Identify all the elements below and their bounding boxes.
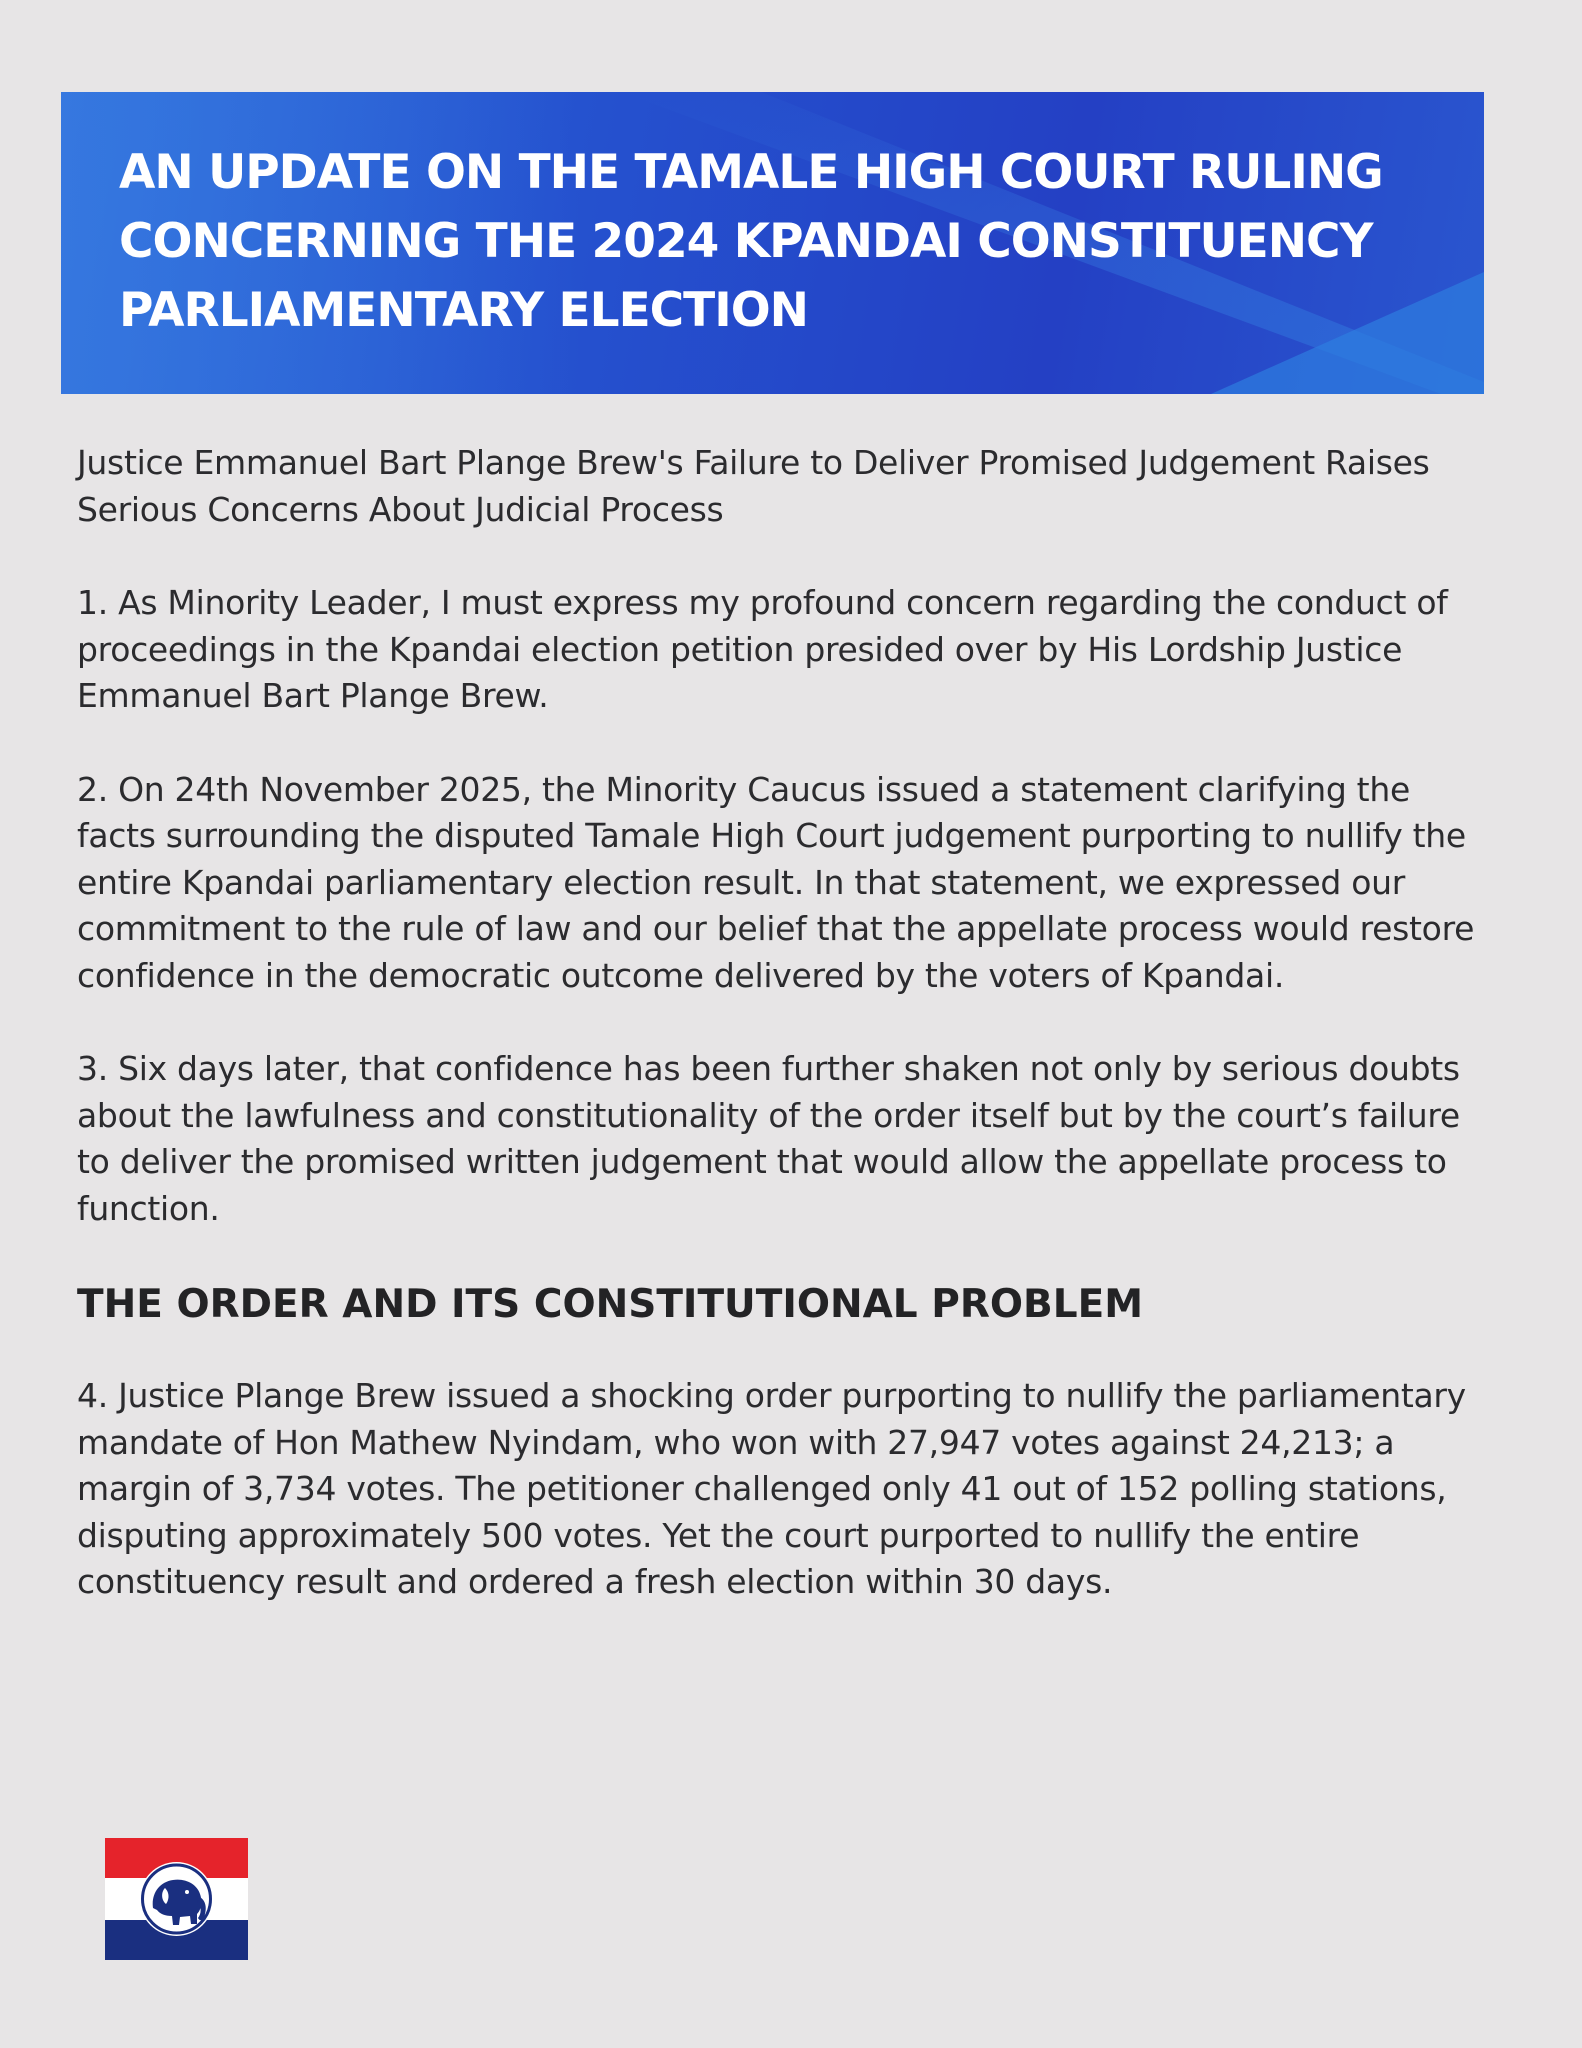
title-banner <box>61 92 1484 394</box>
paragraph-1: 1. As Minority Leader, I must express my profound concern regarding the conduct of proceedings in the Kpandai election petition presided over by His Lordship Justice Emmanuel Bart Plange Brew. <box>77 583 1448 715</box>
party-logo <box>105 1838 248 1960</box>
elephant-flag-icon <box>105 1838 248 1960</box>
paragraph-3: 3. Six days later, that confidence has been further shaken not only by serious doubts about the lawfulness and constitutionality of the order itself but by the court’s failure to deliver the promised written judgement that would allow the appellate process to function. <box>77 1049 1460 1228</box>
statement-body <box>77 440 1497 1606</box>
paragraph-4: 4. Justice Plange Brew issued a shocking order purporting to nullify the parliamentary mandate of Hon Mathew Nyindam, who won with 27,947 votes against 24,213; a margin of 3,734 votes. The petitioner challenged only 41 out of 152 polling stations, disputing approximately 500 votes. Yet the court purported to nullify the entire constituency result and ordered a fresh election within 30 days. <box>77 1376 1466 1601</box>
page-title: AN UPDATE ON THE TAMALE HIGH COURT RULING CONCERNING THE 2024 KPANDAI CONSTITUENCY PARLIAMENTARY ELECTION <box>119 145 1383 338</box>
section-heading: THE ORDER AND ITS CONSTITUTIONAL PROBLEM <box>77 1282 1144 1327</box>
paragraph-2: 2. On 24th November 2025, the Minority Caucus issued a statement clarifying the facts surrounding the disputed Tamale High Court judgement purporting to nullify the entire Kpandai parliamentary election result. In that statement, we expressed our commitment to the rule of law and our belief that the appellate process would restore confidence in the democratic outcome delivered by the voters of Kpandai. <box>77 769 1475 995</box>
statement-subtitle: Justice Emmanuel Bart Plange Brew's Failure to Deliver Promised Judgement Raises Serious Concerns About Judicial Process <box>77 443 1430 529</box>
